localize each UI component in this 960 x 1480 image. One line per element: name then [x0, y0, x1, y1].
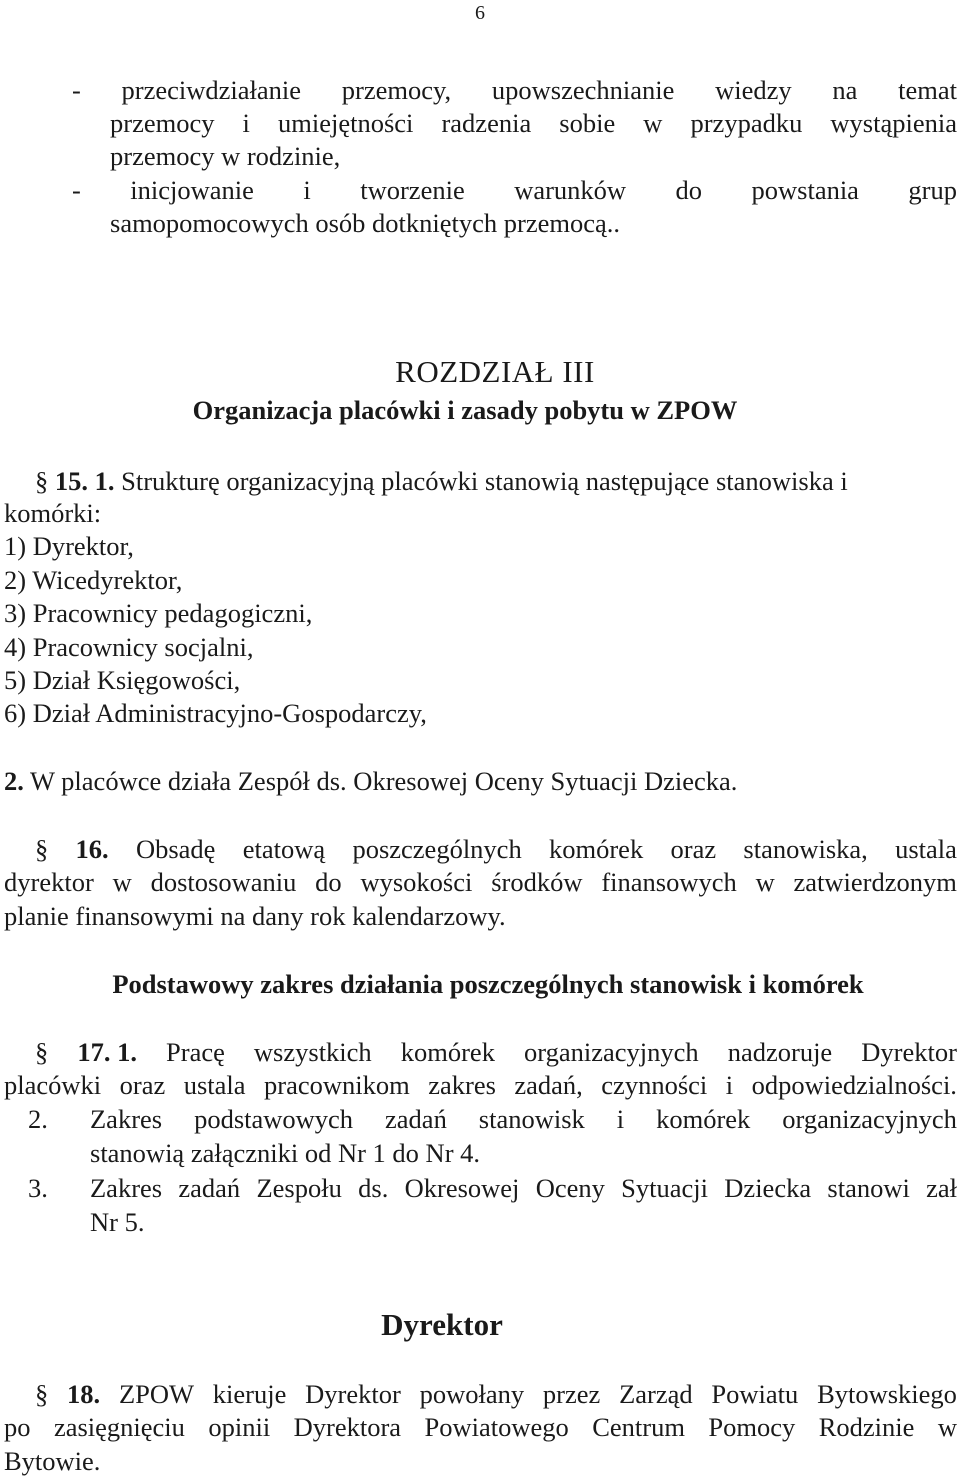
- word: środków: [491, 867, 583, 897]
- word: odpowiedzialności.: [751, 1070, 957, 1100]
- par18-number: 18.: [67, 1379, 101, 1409]
- par17-number: 17. 1.: [77, 1037, 137, 1067]
- par15-line-1: [35, 465, 960, 497]
- par17-item-3-line-1: [90, 1172, 957, 1204]
- word: Dyrektora: [293, 1412, 402, 1442]
- word: pracownikom: [264, 1070, 410, 1100]
- word: ustala: [183, 1070, 246, 1100]
- director-heading: Dyrektor: [381, 1307, 503, 1342]
- word: przeciwdziałanie: [121, 75, 302, 105]
- structure-item-3: 3) Pracownicy pedagogiczni,: [4, 598, 313, 628]
- par16-word: etatową: [242, 834, 326, 864]
- par18-word: przez: [542, 1379, 601, 1409]
- word: i: [616, 1104, 625, 1134]
- word: i: [242, 108, 250, 138]
- word: i: [303, 175, 311, 205]
- word: przemocy: [110, 108, 215, 138]
- par18-word: Bytowskiego: [817, 1379, 957, 1409]
- word: umiejętności: [277, 108, 414, 138]
- word: opinii: [208, 1412, 271, 1442]
- word: dyrektor: [4, 867, 94, 897]
- structure-item-2: 2) Wicedyrektor,: [4, 565, 183, 595]
- par16-word: ustala: [895, 834, 957, 864]
- par16-word: stanowiska,: [743, 834, 868, 864]
- par17-item-2-line-1: [90, 1103, 957, 1135]
- par15-text-1: Strukturę organizacyjną placówki stanowią następujące stanowiska i: [121, 466, 848, 496]
- par15-number: 15.: [54, 466, 88, 496]
- par17-item-3-line-2: Nr 5.: [90, 1207, 145, 1237]
- par17-word: wszystkich: [253, 1037, 372, 1067]
- word: wystąpienia: [830, 108, 957, 138]
- word: grup: [908, 175, 957, 205]
- word: temat: [898, 75, 957, 105]
- par16-word: oraz: [670, 834, 717, 864]
- word: Oceny: [535, 1173, 605, 1203]
- word: Centrum: [592, 1412, 685, 1442]
- section-sign: §: [35, 466, 49, 496]
- word: organizacyjnych: [782, 1104, 957, 1134]
- word: podstawowych: [194, 1104, 354, 1134]
- par17-word: komórek: [400, 1037, 495, 1067]
- par18-line-1: [35, 1378, 957, 1410]
- word: na: [832, 75, 858, 105]
- word: Sytuacji: [621, 1173, 709, 1203]
- word: przemocy,: [341, 75, 452, 105]
- word: Pomocy: [708, 1412, 796, 1442]
- par17-line-2: [4, 1069, 957, 1101]
- structure-item-5: 5) Dział Księgowości,: [4, 665, 241, 695]
- word: dostosowaniu: [150, 867, 297, 897]
- par17-word: organizacyjnych: [524, 1037, 699, 1067]
- word: w: [112, 867, 132, 897]
- word: zadań,: [514, 1070, 583, 1100]
- section-sign: §: [35, 834, 49, 864]
- chapter-title: Organizacja placówki i zasady pobytu w ZPOW: [192, 395, 738, 425]
- word: radzenia: [441, 108, 532, 138]
- word: Zakres: [90, 1104, 163, 1134]
- par18-word: kieruje: [212, 1379, 287, 1409]
- word: do: [675, 175, 703, 205]
- word: zatwierdzonym: [793, 867, 957, 897]
- word: Rodzinie: [818, 1412, 915, 1442]
- word: zadań: [178, 1173, 241, 1203]
- word: -: [72, 175, 81, 205]
- word: wiedzy: [715, 75, 792, 105]
- word: stanowi: [827, 1173, 910, 1203]
- structure-item-6: 6) Dział Administracyjno-Gospodarczy,: [4, 698, 427, 728]
- par15-line-2: komórki:: [4, 498, 102, 528]
- par15-sub-1: 1.: [94, 466, 115, 496]
- par16-word: Obsadę: [135, 834, 216, 864]
- word: -: [72, 75, 81, 105]
- par15-sub-2: 2.: [4, 766, 24, 796]
- word: zakres: [428, 1070, 496, 1100]
- par16-number: 16.: [75, 834, 109, 864]
- word: przypadku: [690, 108, 803, 138]
- structure-item-4: 4) Pracownicy socjalni,: [4, 632, 254, 662]
- word: w: [643, 108, 663, 138]
- word: wysokości: [360, 867, 473, 897]
- word: czynności: [601, 1070, 708, 1100]
- chapter-number: ROZDZIAŁ III: [395, 354, 595, 389]
- word: Dziecka: [724, 1173, 812, 1203]
- word: zadań: [385, 1104, 447, 1134]
- section-heading: Podstawowy zakres działania poszczególnych stanowisk i komórek: [112, 969, 864, 999]
- word: sobie: [559, 108, 616, 138]
- par17-word: Pracę: [166, 1037, 225, 1067]
- word: tworzenie: [360, 175, 465, 205]
- intro-line-2: [110, 107, 957, 139]
- par16-line-1: [35, 833, 957, 865]
- word: w: [755, 867, 775, 897]
- par16-word: poszczególnych: [352, 834, 522, 864]
- par17-item-3-number: 3.: [28, 1173, 48, 1203]
- par17-item-2-number: 2.: [28, 1104, 48, 1134]
- par18-word: Powiatu: [711, 1379, 799, 1409]
- par16-word: komórek: [549, 834, 644, 864]
- word: i: [725, 1070, 734, 1100]
- intro-line-4: [72, 174, 957, 206]
- par17-line-1: [35, 1036, 957, 1068]
- word: do: [315, 867, 342, 897]
- word: Zakres: [90, 1173, 163, 1203]
- par18-word: Dyrektor: [305, 1379, 401, 1409]
- structure-item-1: 1) Dyrektor,: [4, 531, 134, 561]
- word: finansowych: [601, 867, 737, 897]
- section-sign: §: [35, 1037, 49, 1067]
- par17-item-2-line-2: stanowią załączniki od Nr 1 do Nr 4.: [90, 1138, 481, 1168]
- word: zał: [926, 1173, 957, 1203]
- par17-word: nadzoruje: [727, 1037, 833, 1067]
- intro-line-3: przemocy w rodzinie,: [110, 141, 341, 171]
- par18-line-2: [4, 1411, 957, 1443]
- par18-word: Zarząd: [619, 1379, 693, 1409]
- page-number: 6: [475, 2, 485, 24]
- section-sign: §: [35, 1379, 49, 1409]
- par16-line-3: planie finansowymi na dany rok kalendarzowy.: [4, 901, 506, 931]
- word: ds.: [358, 1173, 389, 1203]
- word: zasięgnięciu: [53, 1412, 185, 1442]
- word: oraz: [119, 1070, 166, 1100]
- word: stanowisk: [478, 1104, 585, 1134]
- par16-line-2: [4, 866, 957, 898]
- word: powstania: [751, 175, 859, 205]
- word: po: [4, 1412, 31, 1442]
- par18-line-3: Bytowie.: [4, 1446, 101, 1476]
- word: komórek: [656, 1104, 751, 1134]
- word: upowszechnianie: [491, 75, 675, 105]
- word: Okresowej: [404, 1173, 520, 1203]
- par18-word: powołany: [419, 1379, 525, 1409]
- par15-line-3: [4, 765, 960, 797]
- par17-word: Dyrektor: [861, 1037, 957, 1067]
- intro-line-1: [72, 74, 957, 106]
- par15-text-2: W placówce działa Zespół ds. Okresowej Oceny Sytuacji Dziecka.: [23, 766, 738, 796]
- par18-word: ZPOW: [118, 1379, 195, 1409]
- word: w: [937, 1412, 957, 1442]
- word: placówki: [4, 1070, 102, 1100]
- word: Powiatowego: [424, 1412, 569, 1442]
- word: inicjowanie: [130, 175, 254, 205]
- intro-line-5: samopomocowych osób dotkniętych przemocą..: [110, 208, 620, 238]
- word: Zespołu: [256, 1173, 342, 1203]
- word: warunków: [514, 175, 627, 205]
